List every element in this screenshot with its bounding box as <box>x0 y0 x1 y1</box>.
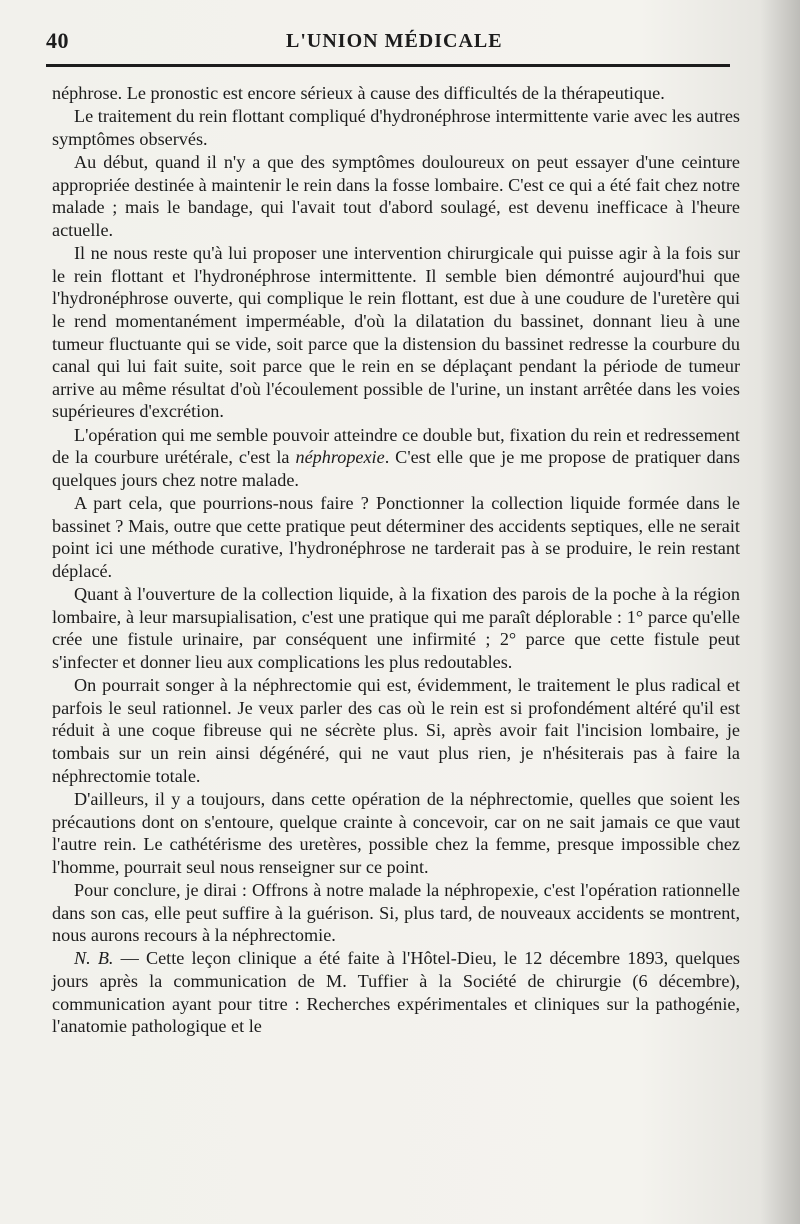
page-number: 40 <box>46 28 69 53</box>
paragraph-7: Quant à l'ouverture de la collection liquide, à la fixation des parois de la poche à la région lombaire, à leur marsupialisation, c'est une pratique qui me paraît déplorable : 1° parce qu'elle crée une fistule urinaire, par conséquent une infirmité ; 2° parce que cette fistule peut s'infecter et donner lieu aux complications les plus redoutables. <box>52 584 740 672</box>
running-title: L'UNION MÉDICALE <box>286 30 503 52</box>
note-paragraph <box>52 947 740 1037</box>
page-header <box>46 22 740 62</box>
emphasis-nephropexie: néphropexie <box>295 447 385 468</box>
body-text <box>52 82 740 1038</box>
paragraph-5: L'opération qui me semble pouvoir atteindre ce double but, fixation du rein et redressement de la courbure urétérale, c'est la néphropexie. C'est elle que je me propose de pratiquer dans quelques jours chez notre malade. <box>52 424 740 490</box>
paragraph-3: Au début, quand il n'y a que des symptômes douloureux on peut essayer d'une ceinture appropriée destinée à maintenir le rein dans la fosse lombaire. C'est ce qui a été fait chez notre malade ; mais le bandage, qui l'avait tout d'abord soulagé, est devenu inefficace à l'heure actuelle. <box>52 152 740 240</box>
header-rule <box>46 64 730 67</box>
paragraph-10: Pour conclure, je dirai : Offrons à notre malade la néphropexie, c'est l'opération rationnelle dans son cas, elle peut suffire à la guérison. Si, plus tard, de nouveaux accidents se montrent, nous aurons recours à la néphrectomie. <box>52 879 740 946</box>
paragraph-8: On pourrait songer à la néphrectomie qui est, évidemment, le traitement le plus radical et parfois le seul rationnel. Je veux parler des cas où le rein est si profondément altéré qu'il est réduit à une coque fibreuse qui ne sécrète plus. Si, après avoir fait l'incision lombaire, je tombais sur un rein ainsi dégénéré, qui ne vaut plus rien, je n'hésiterais pas à faire la néphrectomie totale. <box>52 675 740 786</box>
paragraph-6: A part cela, que pourrions-nous faire ? Ponctionner la collection liquide formée dans le bassinet ? Mais, outre que cette pratique peut déterminer des accidents septiques, elle ne serait point ici une méthode curative, l'hydronéphrose ne tarderait pas à se produire, le rein restant déplacé. <box>52 493 740 581</box>
paragraph-9: D'ailleurs, il y a toujours, dans cette opération de la néphrectomie, quelles que soient les précautions dont on s'entoure, quelque crainte à concevoir, car on ne sait jamais ce que vaut l'autre rein. Le cathétérisme des uretères, possible chez la femme, presque impossible chez l'homme, pourrait seul nous renseigner sur ce point. <box>52 788 740 877</box>
paragraph-2: Le traitement du rein flottant compliqué d'hydronéphrose intermittente varie avec les autres symptômes observés. <box>52 106 740 149</box>
paragraph-4: Il ne nous reste qu'à lui proposer une intervention chirurgicale qui puisse agir à la fois sur le rein flottant et l'hydronéphrose intermittente. Il semble bien démontré aujourd'hui que l'hydronéphrose ouverte, qui complique le rein flottant, est due à une coudure de l'uretère qui le rend momentanément imperméable, d'où la dilatation du bassinet, donnant lieu à une tumeur fluctuante qui se vide, soit parce que la distension du bassinet redresse la courbure du canal qui lui fait suite, soit parce que le rein en se déplaçant pendant la période de tumeur arrive au même résultat d'où l'écoulement possible de l'urine, un instant arrêtée dans les voies supérieures d'excrétion. <box>52 243 740 422</box>
paragraph-1: néphrose. Le pronostic est encore sérieux à cause des difficultés de la thérapeutique. <box>52 83 665 103</box>
note-text: — Cette leçon clinique a été faite à l'Hôtel-Dieu, le 12 décembre 1893, quelques jours après la communication de M. Tuffier à la Société de chirurgie (6 décembre), communication ayant pour titre : Recherches expérimentales et cliniques sur la pathogénie, l'anatomie pathologique et le <box>52 948 740 1037</box>
note-label: N. B. <box>74 948 114 969</box>
